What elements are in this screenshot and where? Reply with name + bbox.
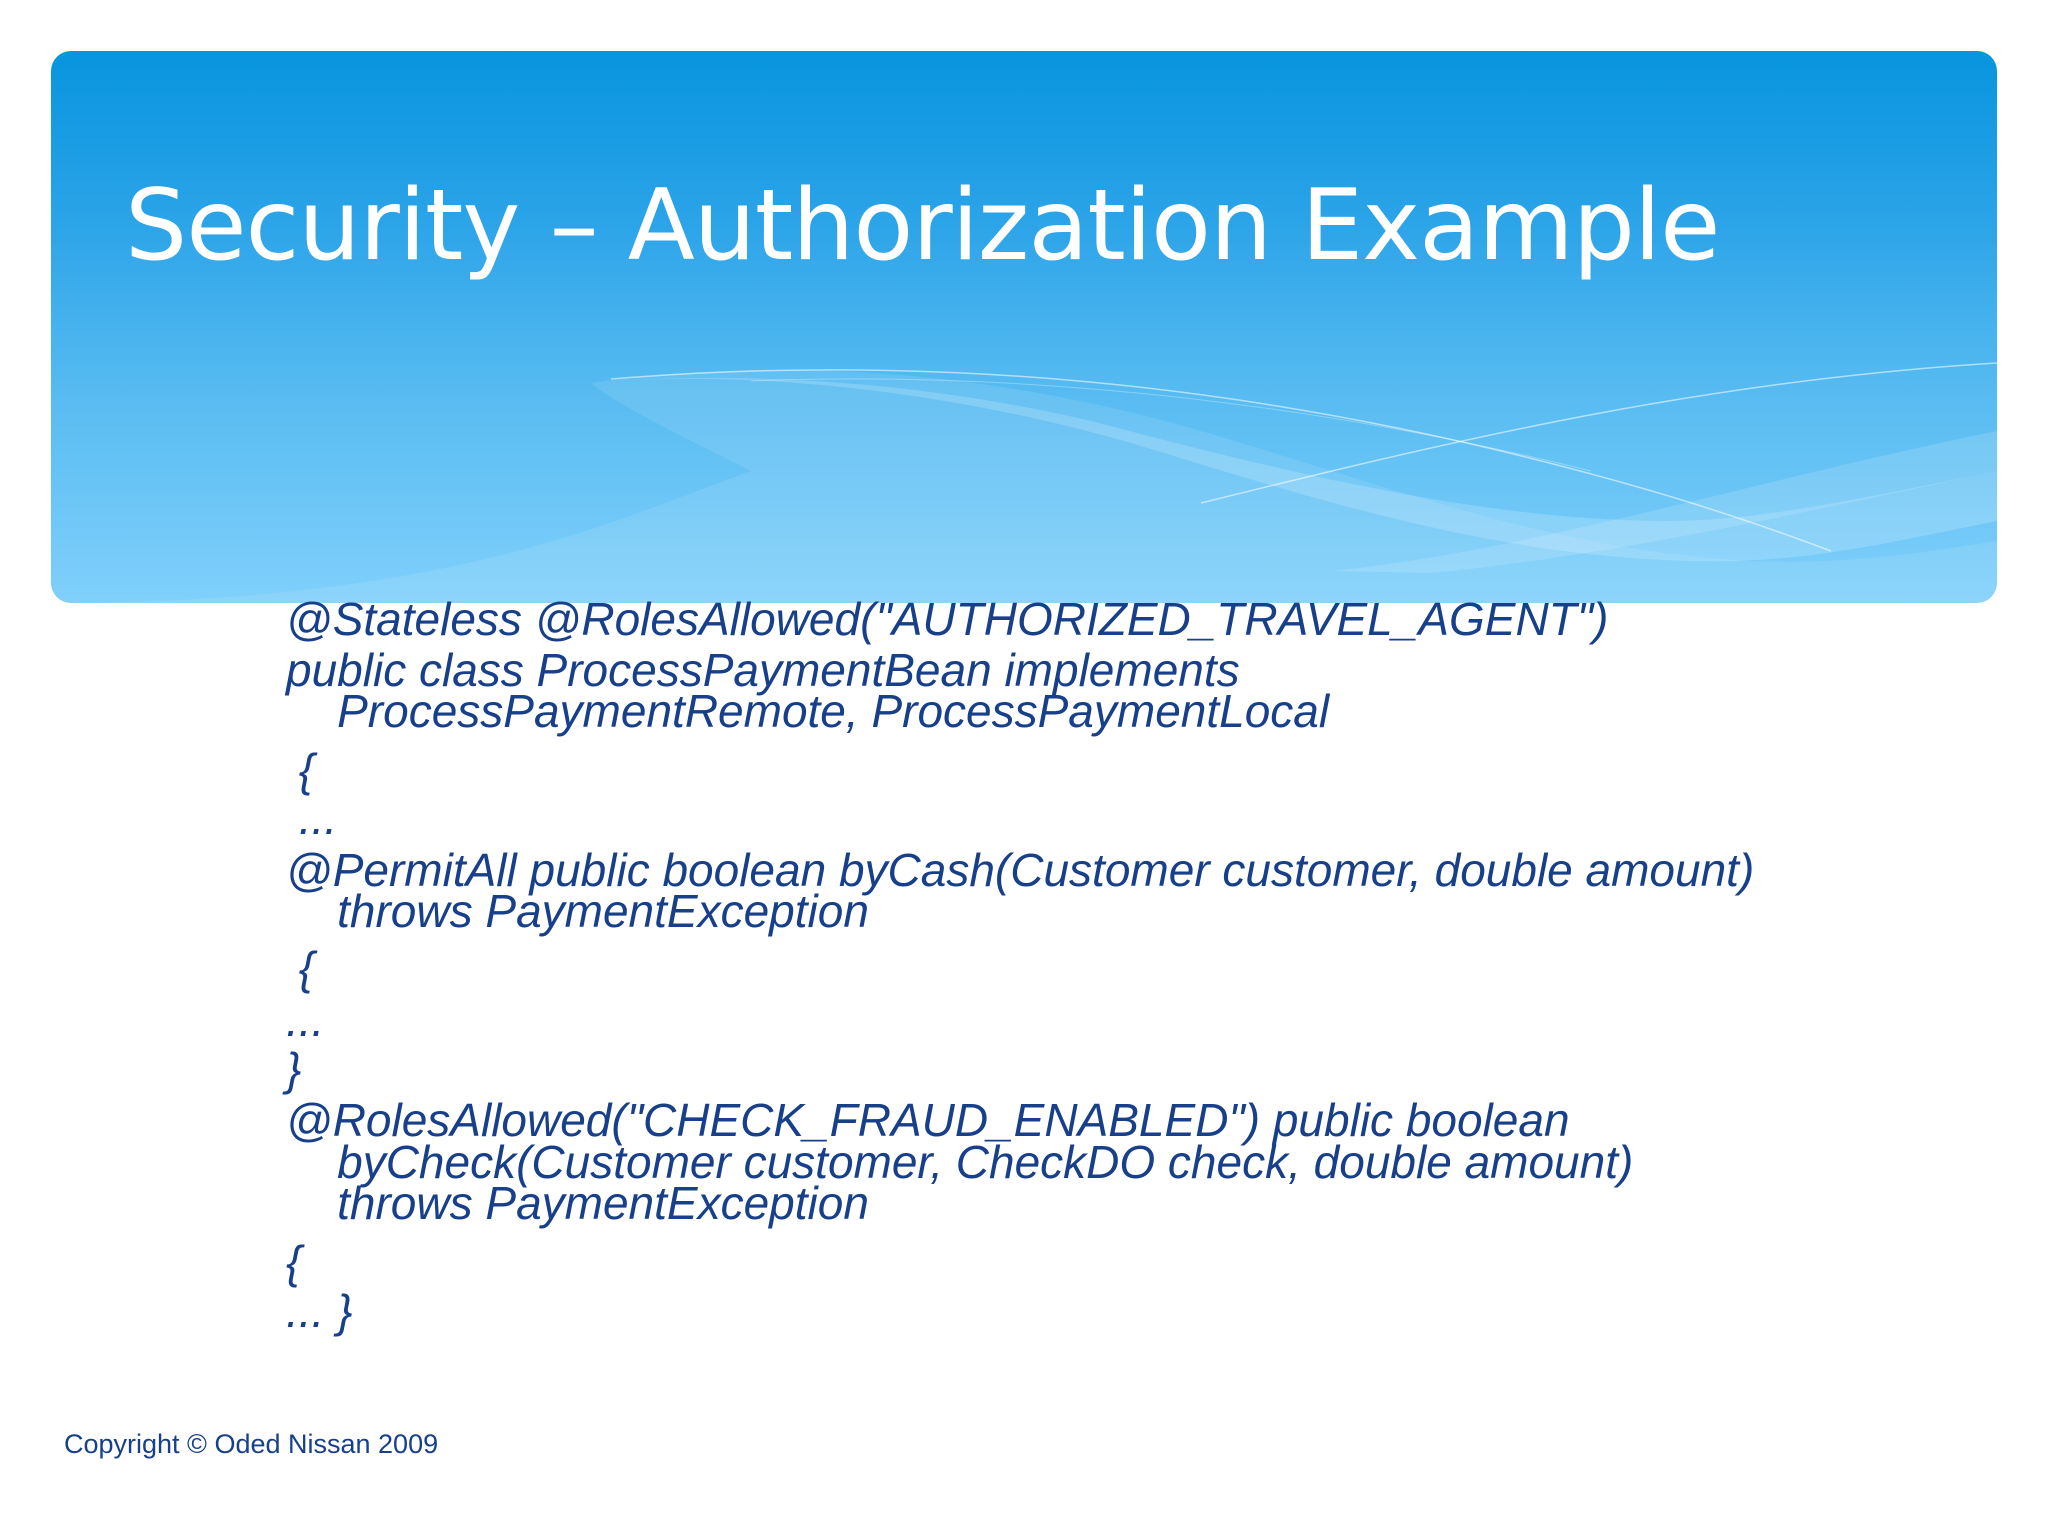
code-line: @RolesAllowed("CHECK_FRAUD_ENABLED") public boolean [286, 1094, 1570, 1146]
code-line: @PermitAll public boolean byCash(Customer customer, double amount) [286, 844, 1755, 896]
wave-decoration [51, 51, 1997, 603]
title-banner [51, 51, 1997, 603]
code-line: } [286, 1043, 302, 1095]
copyright-footer: Copyright © Oded Nissan 2009 [64, 1429, 439, 1459]
code-line: { [286, 942, 315, 994]
code-line: throws PaymentException [286, 885, 869, 937]
slide-title: Security – Authorization Example [125, 169, 1720, 283]
code-line: { [286, 744, 315, 796]
code-line: ... [286, 994, 325, 1046]
code-line: ... } [286, 1285, 353, 1337]
code-line: ProcessPaymentRemote, ProcessPaymentLocal [286, 685, 1330, 737]
code-line: throws PaymentException [286, 1177, 869, 1229]
code-line: ... [286, 792, 338, 844]
code-line: @Stateless @RolesAllowed("AUTHORIZED_TRAVEL_AGENT") [286, 593, 1609, 645]
code-line: byCheck(Customer customer, CheckDO check, double amount) [286, 1136, 1634, 1188]
code-line: public class ProcessPaymentBean implements [286, 644, 1240, 696]
code-line: { [286, 1236, 302, 1288]
